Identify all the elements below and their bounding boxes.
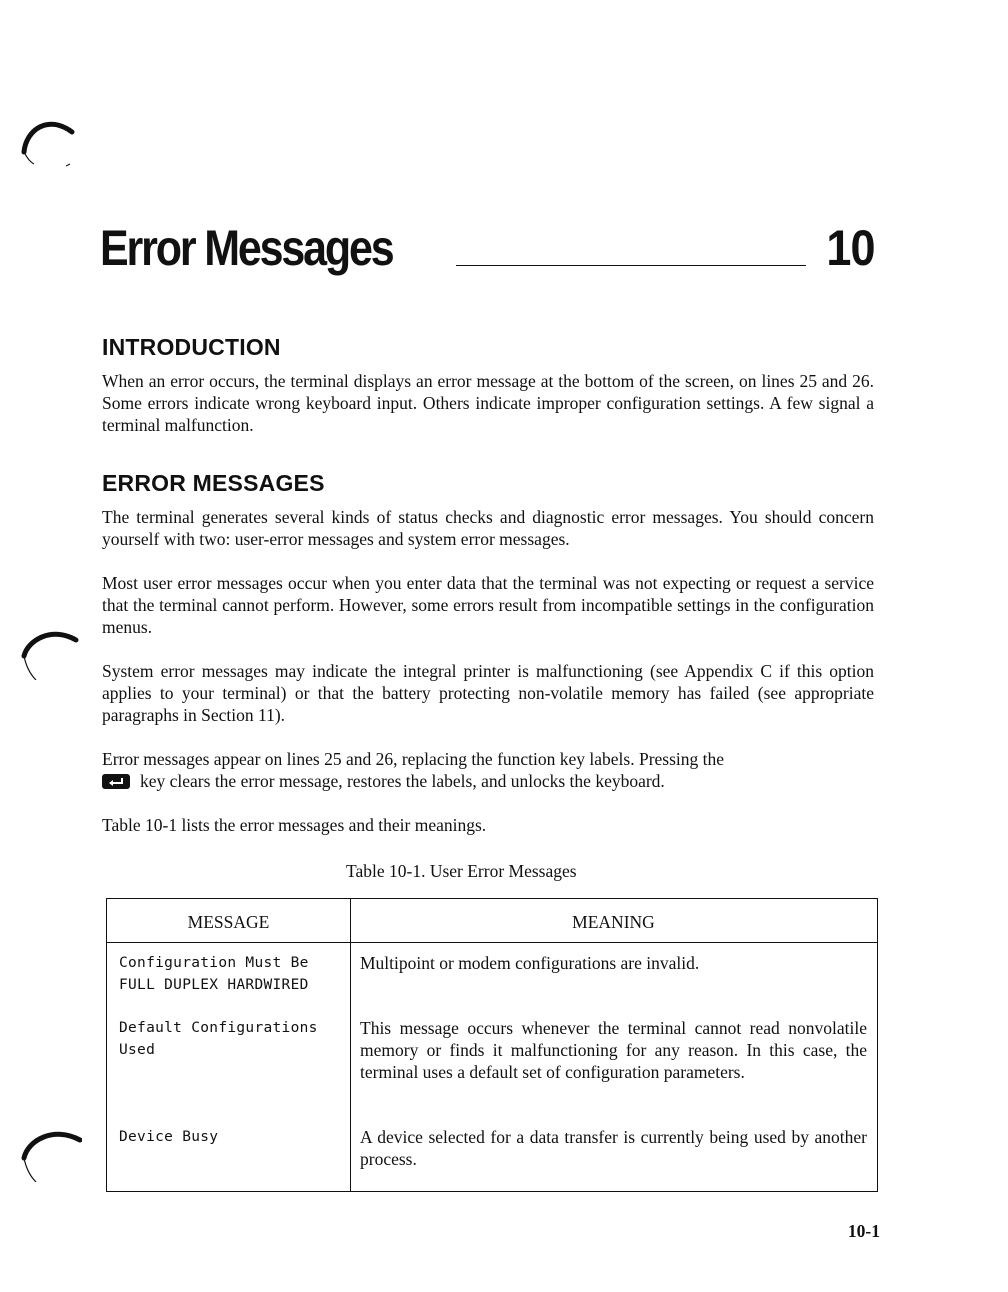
introduction-heading: INTRODUCTION [102, 334, 281, 360]
enter-key-sentence: key clears the error message, restores the labels, and unlocks the keyboard. [140, 771, 665, 791]
table-header-meaning: MEANING [572, 912, 655, 932]
chapter-header [100, 218, 875, 278]
paragraph-4-line-2 [102, 770, 874, 792]
error-messages-paragraph-2: Most user error messages occur when you enter data that the terminal was not expecting or request a service that the terminal cannot perform. However, some errors result from incompatible settings in the configuration menus. [102, 573, 874, 637]
paragraph-4-line-1: Error messages appear on lines 25 and 26, replacing the function key labels. Pressing the [102, 749, 725, 769]
error-messages-paragraph-1: The terminal generates several kinds of status checks and diagnostic error messages. You should concern yourself with two: user-error messages and system error messages. [102, 507, 874, 549]
margin-mark-icon [18, 104, 82, 168]
error-table [106, 898, 878, 1192]
table-row-1-message: Configuration Must Be FULL DUPLEX HARDWIRED [119, 955, 309, 993]
introduction-paragraph: When an error occurs, the terminal displays an error message at the bottom of the screen, on lines 25 and 26. Some errors indicate wrong keyboard input. Others indicate improper configuration settings. A few signal a terminal malfunction. [102, 371, 874, 435]
page-number: 10-1 [847, 1221, 880, 1241]
table-row-2-message: Default Configurations Used [119, 1020, 318, 1058]
enter-key-icon [102, 774, 130, 789]
table-row-2-meaning: This message occurs whenever the terminal cannot read nonvolatile memory or finds it malfunctioning for any reason. In this case, the terminal uses a default set of configuration parameters. [360, 1018, 867, 1082]
error-messages-paragraph-5: Table 10-1 lists the error messages and their meanings. [102, 815, 487, 835]
error-messages-heading: ERROR MESSAGES [102, 470, 325, 496]
table-row-3-meaning: A device selected for a data transfer is currently being used by another process. [360, 1127, 867, 1169]
header-rule [107, 942, 877, 943]
chapter-rule [456, 265, 806, 266]
chapter-number: 10 [826, 220, 875, 276]
chapter-title: Error Messages [100, 220, 393, 276]
table-header-message: MESSAGE [187, 912, 270, 932]
error-messages-paragraph-3: System error messages may indicate the integral printer is malfunctioning (see Appendix C if this option applies to your terminal) or that the battery protecting non-volatile memory has failed (see appropriate paragraphs in Section 11). [102, 661, 874, 725]
table-row-1-meaning: Multipoint or modem configurations are invalid. [360, 953, 700, 973]
margin-mark-icon [18, 616, 82, 680]
table-row-3-message: Device Busy [119, 1129, 219, 1145]
error-messages-paragraph-4 [102, 748, 874, 792]
margin-mark-icon [18, 1118, 82, 1182]
table-caption: Table 10-1. User Error Messages [346, 861, 577, 881]
